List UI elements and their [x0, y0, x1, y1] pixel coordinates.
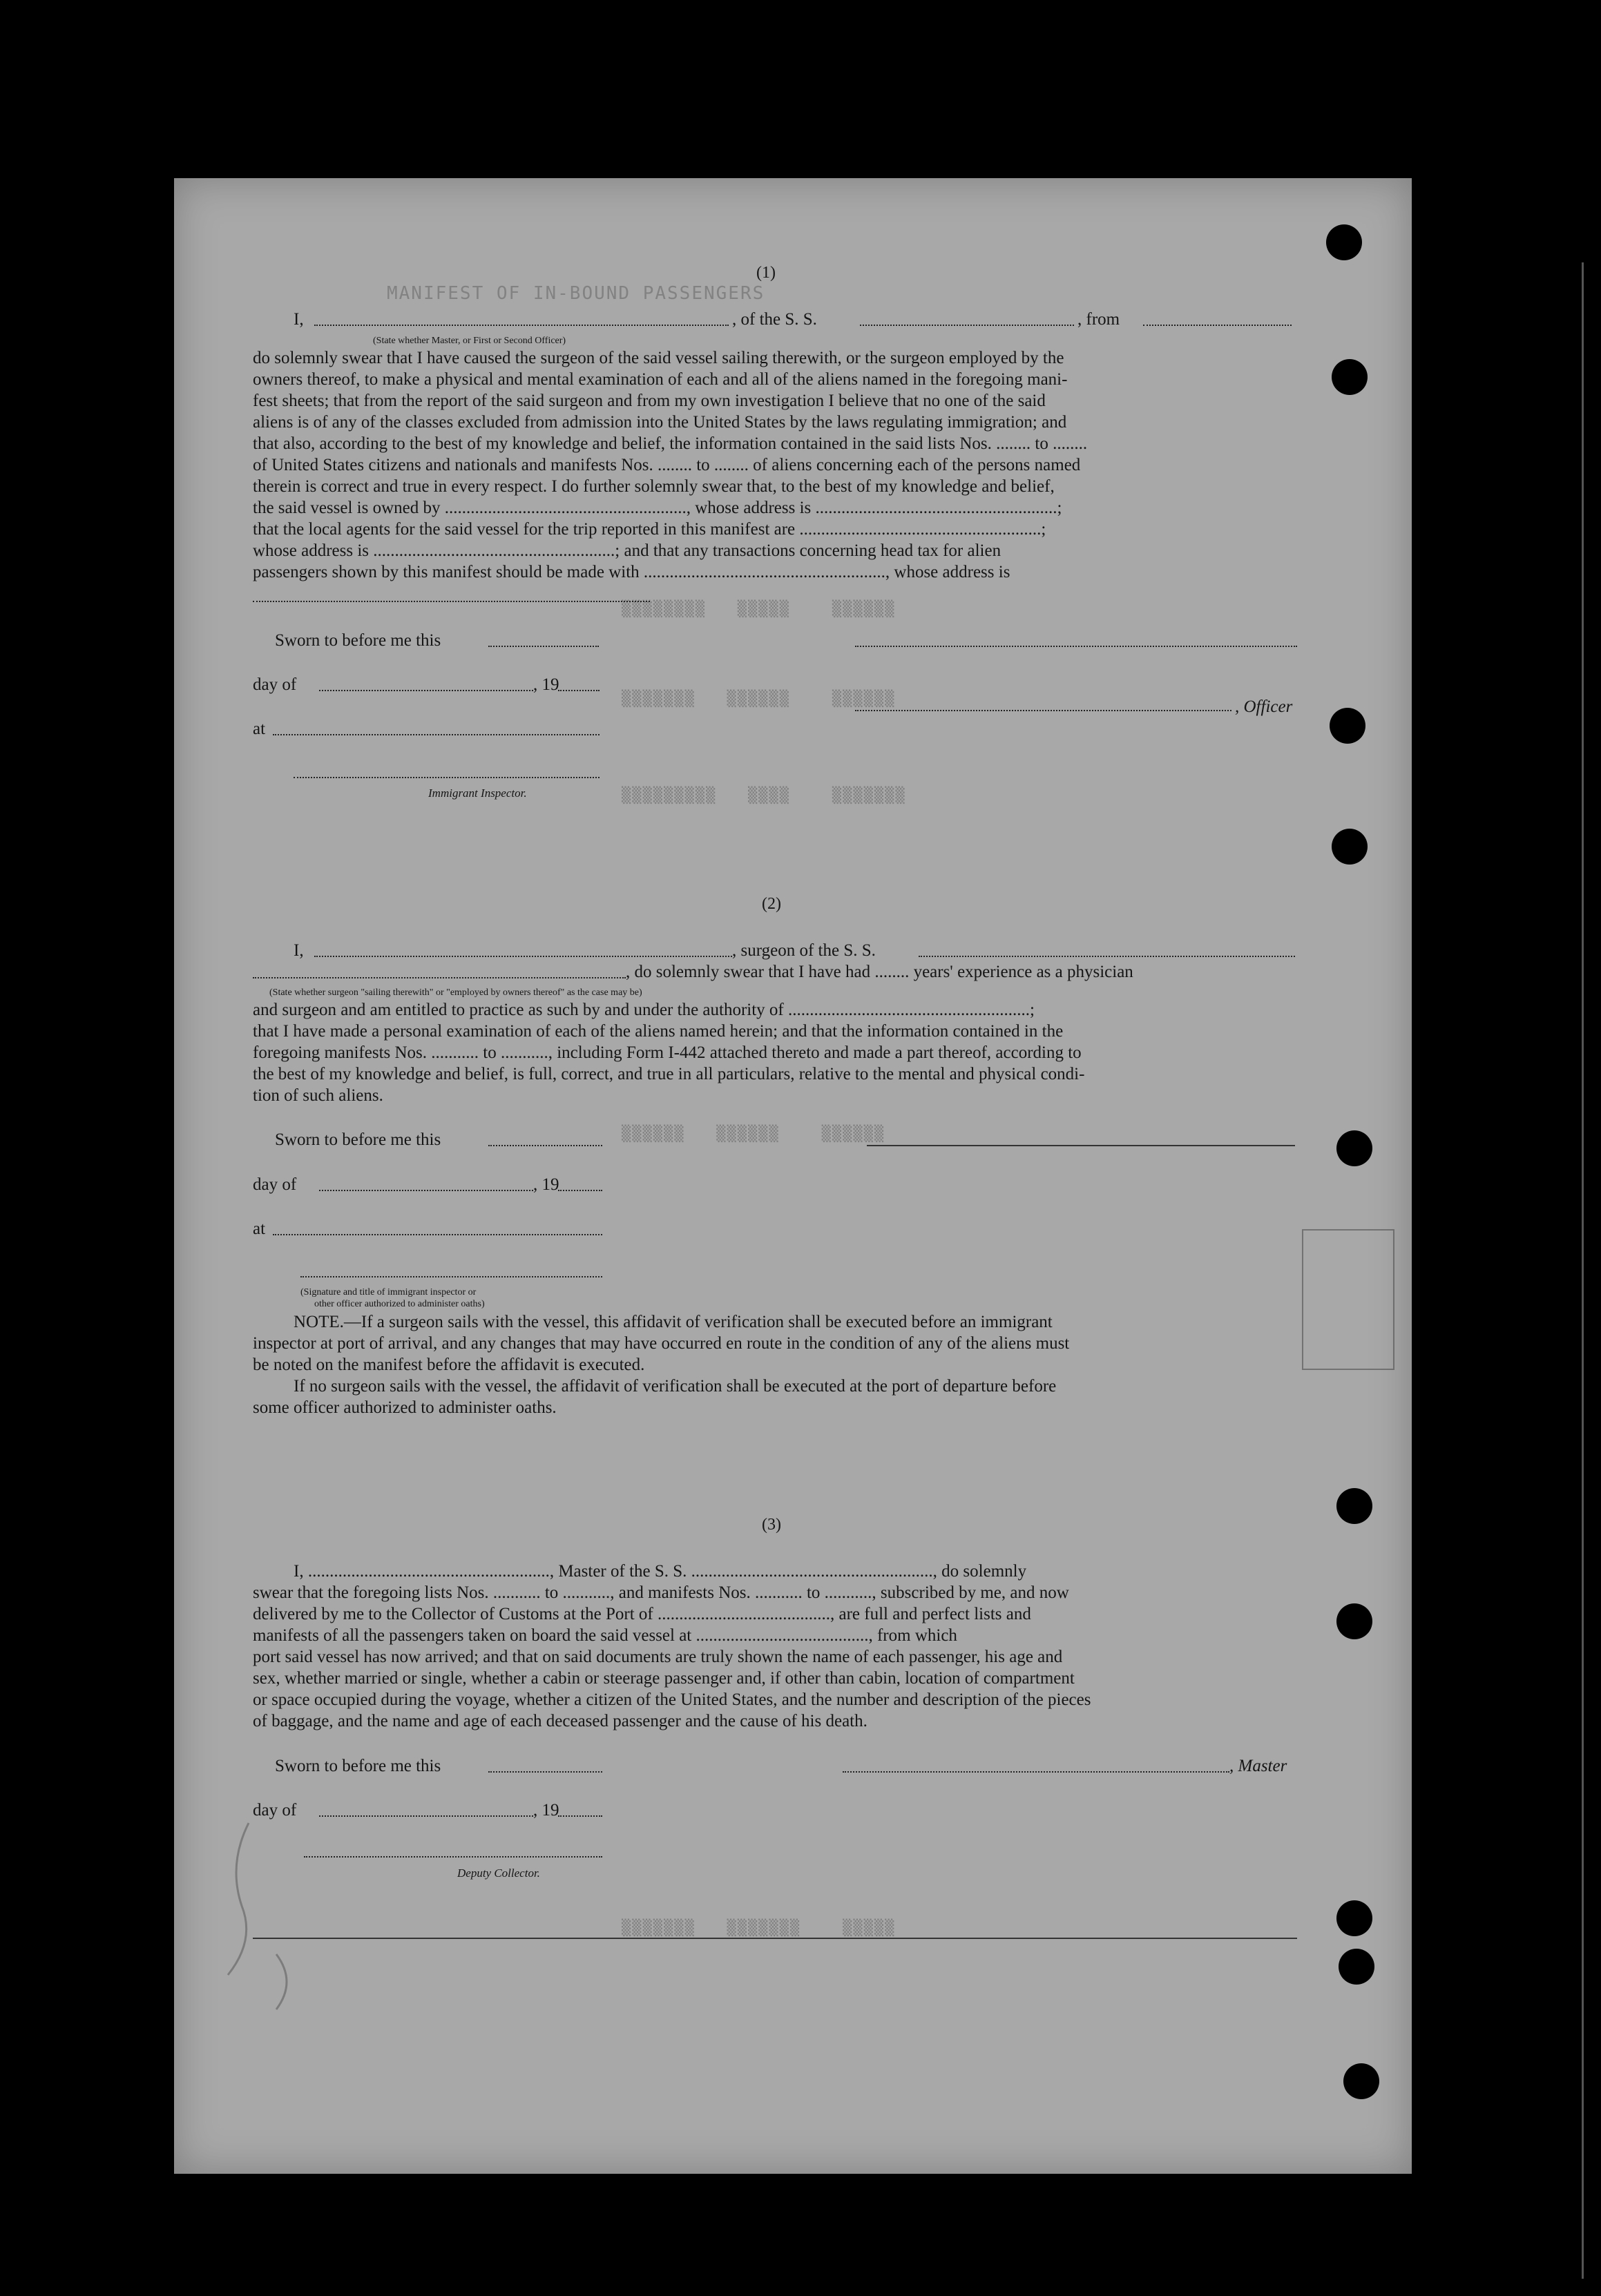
s3-body-line: swear that the foregoing lists Nos. ........... to ..........., and manifests Nos. ........... to ..........., subscribed by me, and now [253, 1583, 1069, 1602]
binder-hole [1336, 1488, 1372, 1524]
binder-hole [1336, 1900, 1372, 1936]
surgeon-signature-field[interactable] [867, 1145, 1295, 1146]
s1-body-line: owners thereof, to make a physical and mental examination of each and all of the aliens named in the foregoing mani- [253, 370, 1068, 389]
s3-body-line: I, ........................................................, Master of the S. S. ........................................................, do solemnly [294, 1562, 1027, 1581]
officer-signature-field[interactable] [855, 646, 1297, 647]
bleed-through-text: ▒▒▒▒▒▒▒ ▒▒▒▒▒▒ ▒▒▒▒▒▒ [622, 691, 896, 708]
note-line: some officer authorized to administer oaths. [253, 1398, 557, 1417]
bleed-through-text: ▒▒▒▒▒▒ ▒▒▒▒▒▒ ▒▒▒▒▒▒ [622, 1126, 885, 1143]
s2-body-line: foregoing manifests Nos. ........... to ..........., including Form I-442 attached thereto and made a part thereof, according to [253, 1043, 1082, 1062]
s3-sworn-label: Sworn to before me this [275, 1757, 441, 1775]
officer-caption: , Officer [1235, 697, 1293, 716]
s3-body-line: or space occupied during the voyage, whether a citizen of the United States, and the number and description of the pieces [253, 1690, 1091, 1709]
bleed-through-text: ▒▒▒▒▒▒▒▒▒ ▒▒▒▒ ▒▒▒▒▒▒▒ [622, 787, 906, 804]
note-line: NOTE.—If a surgeon sails with the vessel, this affidavit of verification shall be executed before an immigrant [294, 1313, 1053, 1331]
note-line: inspector at port of arrival, and any changes that may have occurred en route in the condition of any of the aliens must [253, 1334, 1070, 1353]
s3-dayof-label: day of [253, 1801, 297, 1820]
officer-title-line[interactable] [855, 710, 1231, 711]
collector-signature-field[interactable] [304, 1856, 602, 1858]
s3-year-label: , 19 [533, 1801, 559, 1820]
s1-year-label: , 19 [533, 675, 559, 694]
s3-body-line: manifests of all the passengers taken on board the said vessel at ........................................, from which [253, 1626, 957, 1645]
bleed-through-text: ▒▒▒▒▒▒▒ ▒▒▒▒▒▒▒ ▒▒▒▒▒ [622, 1920, 896, 1937]
binder-hole [1343, 2063, 1379, 2099]
s2-month-field[interactable] [319, 1190, 533, 1191]
s1-body-line: whose address is ........................................................; and that any transactions concerning head tax for alien [253, 541, 1001, 560]
s1-at-label: at [253, 720, 266, 738]
stamp-impression [1302, 1229, 1394, 1370]
s2-signature-note: (Signature and title of immigrant inspector or [300, 1287, 477, 1297]
s2-at-label: at [253, 1219, 266, 1238]
s2-body-line: that I have made a personal examination of each of the aliens named herein; and that the information contained in the [253, 1022, 1064, 1041]
address-field[interactable] [253, 601, 650, 602]
s2-year-field[interactable] [558, 1190, 602, 1191]
s3-body-line: port said vessel has now arrived; and that on said documents are truly shown the name of each passenger, his age and [253, 1648, 1063, 1666]
section-2-number: (2) [762, 895, 781, 913]
binder-hole [1339, 1949, 1374, 1985]
departure-port-field[interactable] [1143, 325, 1292, 326]
s1-of-ss-label: , of the S. S. [732, 310, 817, 329]
s1-dayof-label: day of [253, 675, 297, 694]
s1-title-note: (State whether Master, or First or Second Officer) [373, 336, 566, 346]
s1-body-line: passengers shown by this manifest should be made with ........................................................, whose address is [253, 563, 1010, 581]
s2-year-label: , 19 [533, 1175, 559, 1194]
s3-body-line: delivered by me to the Collector of Customs at the Port of ........................................, are full and perfect lists and [253, 1605, 1031, 1623]
s1-i-label: I, [294, 310, 304, 329]
note-line: be noted on the manifest before the affidavit is executed. [253, 1356, 645, 1374]
s2-body-line: tion of such aliens. [253, 1086, 383, 1105]
inspector-caption: Immigrant Inspector. [428, 787, 527, 800]
page-edge [1582, 262, 1584, 2279]
s1-body-line: the said vessel is owned by ........................................................, whose address is ........................................................; [253, 499, 1062, 517]
s1-body-line: therein is correct and true in every respect. I do further solemnly swear that, to the best of my knowledge and belief, [253, 477, 1055, 496]
s2-i-label: I, [294, 941, 304, 960]
binder-hole [1336, 1603, 1372, 1639]
binder-hole [1326, 224, 1362, 260]
s2-signature-note: other officer authorized to administer oaths) [314, 1299, 485, 1309]
s2-status-note: (State whether surgeon "sailing therewith" or "employed by owners thereof" as the case may be) [269, 987, 642, 998]
s2-vessel-field[interactable] [919, 956, 1295, 957]
surgeon-name-field[interactable] [314, 956, 732, 957]
s1-body-line: that also, according to the best of my knowledge and belief, the information contained in the said lists Nos. ........ to ........ [253, 434, 1088, 453]
s2-place-field[interactable] [273, 1234, 602, 1235]
note-line: If no surgeon sails with the vessel, the affidavit of verification shall be executed at the port of departure before [294, 1377, 1057, 1396]
s1-sworn-day-field[interactable] [488, 646, 599, 647]
collector-caption: Deputy Collector. [457, 1866, 540, 1880]
s1-year-field[interactable] [558, 690, 600, 691]
bleed-through-text: MANIFEST OF IN-BOUND PASSENGERS [387, 283, 765, 304]
s3-year-field[interactable] [558, 1815, 602, 1817]
s2-swear-line: , do solemnly swear that I have had ........ years' experience as a physician [626, 963, 1133, 981]
binder-hole [1332, 359, 1368, 395]
vessel-name-field[interactable] [860, 325, 1074, 326]
master-signature-field[interactable] [843, 1771, 1229, 1773]
s2-sworn-day-field[interactable] [488, 1145, 602, 1146]
inspector-signature-field[interactable] [294, 777, 600, 778]
s2-surgeon-of-label: , surgeon of the S. S. [732, 941, 876, 960]
s1-body-line: fest sheets; that from the report of the said surgeon and from my own investigation I believe that no one of the said [253, 392, 1046, 410]
s1-body-line: do solemnly swear that I have caused the surgeon of the said vessel sailing therewith, or the surgeon employed by the [253, 349, 1064, 367]
s2-dayof-label: day of [253, 1175, 297, 1194]
s1-sworn-label: Sworn to before me this [275, 631, 441, 650]
s3-month-field[interactable] [319, 1815, 533, 1817]
binder-hole [1332, 829, 1368, 865]
s1-from-label: , from [1077, 310, 1120, 329]
s1-month-field[interactable] [319, 690, 533, 691]
master-caption: , Master [1229, 1757, 1287, 1775]
s3-body-line: of baggage, and the name and age of each deceased passenger and the cause of his death. [253, 1712, 867, 1730]
s1-body-line: that the local agents for the said vessel for the trip reported in this manifest are ........................................................; [253, 520, 1046, 539]
s1-place-field[interactable] [273, 734, 600, 735]
section-1-number: (1) [756, 264, 776, 282]
surgeon-status-field[interactable] [253, 977, 626, 978]
s3-body-line: sex, whether married or single, whether a cabin or steerage passenger and, if other than cabin, location of compartment [253, 1669, 1075, 1688]
binder-hole [1336, 1130, 1372, 1166]
bleed-through-text: ▒▒▒▒▒▒▒▒ ▒▒▒▒▒ ▒▒▒▒▒▒ [622, 601, 896, 618]
s2-sworn-label: Sworn to before me this [275, 1130, 441, 1149]
s2-official-signature-field[interactable] [300, 1276, 602, 1277]
s2-body-line: the best of my knowledge and belief, is full, correct, and true in all particulars, relative to the mental and physical condi- [253, 1065, 1085, 1083]
section-3-number: (3) [762, 1516, 781, 1534]
s3-sworn-day-field[interactable] [488, 1771, 602, 1773]
officer-title-field[interactable] [314, 325, 729, 326]
s1-body-line: aliens is of any of the classes excluded from admission into the United States by the laws regulating immigration; and [253, 413, 1067, 432]
bottom-rule [253, 1938, 1297, 1939]
pencil-marks [193, 1795, 332, 2030]
s2-body-line: and surgeon and am entitled to practice as such by and under the authority of ........................................................; [253, 1001, 1035, 1019]
binder-hole [1330, 708, 1365, 744]
s1-body-line: of United States citizens and nationals and manifests Nos. ........ to ........ of aliens concerning each of the persons named [253, 456, 1081, 474]
